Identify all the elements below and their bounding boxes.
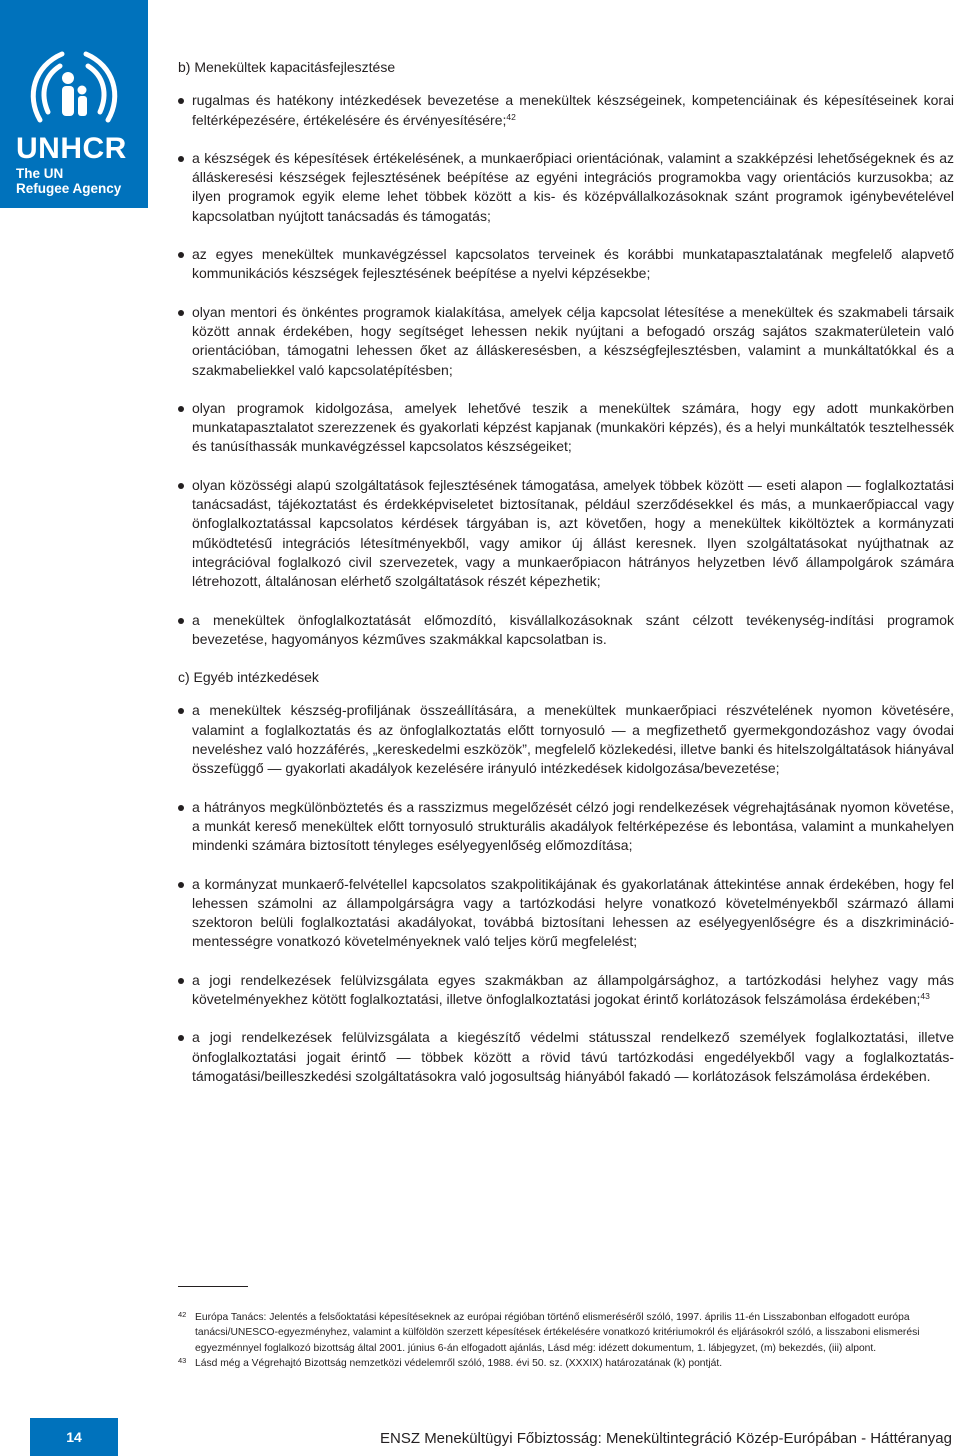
footnote-ref[interactable]: 43 — [920, 990, 930, 1001]
section-c-list — [178, 701, 954, 1086]
footnote — [178, 1310, 954, 1356]
list-item — [178, 303, 954, 380]
logo-tagline-line1: The UN — [16, 166, 64, 181]
list-item — [178, 476, 954, 592]
list-item — [178, 399, 954, 457]
footnote-ref[interactable]: 42 — [506, 111, 516, 122]
running-footer-title: ENSZ Menekültügyi Főbiztosság: Menekültintegráció Közép-Európában - Háttéranyag — [380, 1430, 952, 1447]
list-item-text: rugalmas és hatékony intézkedések bevezetése a menekültek készségeinek, kompetenciáinak és képesítéseinek korai feltérképezésére, értékelésére és érvényesítésére; — [192, 92, 954, 128]
list-item-text: az egyes menekültek munkavégzéssel kapcsolatos terveinek és korábbi munkatapasztalatának megfelelő alapvető kommunikációs készségek fejlesztésének beépítése a nyelvi képzésekbe; — [192, 246, 954, 282]
list-item-text: a jogi rendelkezések felülvizsgálata egyes szakmákban az állampolgársághoz, a tartózkodási helyhez vagy más követelményekhez kötött foglalkoztatási, illetve önfoglalkoztatási jogokat érintő korlátozások felszámolása érdekében; — [192, 971, 954, 1007]
list-item-text: olyan közösségi alapú szolgáltatások fejlesztésének támogatása, amelyek többek között — eseti alapon — foglalkoztatási tanácsadást, tájékoztatást és érdekképviseletet biztosítanak, például szerződésekkel és más, a munkaerőpiaccal vagy önfoglalkoztatással kapcsolatos kérdések tárgyában is, azt követően, hogy a menekültek kiköltöztek a kormányzati működtetésű integrációs létesítményekből, vagy amikor új állást keresnek. Ilyen szolgáltatásokat nyújthatnak az integrációval foglalkozó civil szervezetek, vagy a munkaerőpiacon hátrányos helyzetben lévő állampolgárok számára létrehozott, általánosan elérhető szolgáltatások részét képezhetik; — [192, 476, 954, 590]
section-b-heading: b) Menekültek kapacitásfejlesztése — [178, 59, 396, 75]
list-item-text: a készségek és képesítések értékelésének, a munkaerőpiaci orientációnak, valamint a szakképzési lehetőségeknek és az álláskeresési készségek fejlesztésének beépítése az egyéni integrációs programokba vagy orientációs kurzusokba; az ilyen programok egyik eleme lehet többek között a kis- és középvállalkozásoknak szánt programok igénybevételével kapcsolatban nyújtott tanácsadás és támogatás; — [192, 149, 954, 224]
list-item — [178, 701, 954, 778]
list-item-text: a jogi rendelkezések felülvizsgálata a kiegészítő védelmi státusszal rendelkező személyek foglalkoztatási, illetve önfoglalkoztatási jogait érintő — többek között a rövid távú tartózkodási engedélyekből vagy a foglalkoztatás-támogatási/beilleszkedési szolgáltatásokra való jogosultság hiányából fakadó — korlátozások felszámolása érdekében. — [192, 1029, 954, 1084]
list-item — [178, 1028, 954, 1086]
list-item — [178, 611, 954, 650]
list-item — [178, 245, 954, 284]
footnote-number: 43 — [178, 1355, 187, 1365]
footnote-number: 42 — [178, 1310, 187, 1319]
footnote-divider — [178, 1286, 248, 1287]
section-c-heading: c) Egyéb intézkedések — [178, 669, 319, 686]
list-item — [178, 798, 954, 856]
logo-org-name: UNHCR — [16, 132, 127, 165]
logo-tagline — [16, 166, 121, 196]
list-item-text: olyan programok kidolgozása, amelyek lehetővé teszik a menekültek számára, hogy egy adott munkakörben munkatapasztalatot szerezzenek és gyakorlati képzést kapjanak (munkaköri képzés), és a helyi munkáltatók tesztelhessék és tanúsíthassák munkavégzéssel kapcsolatos készségeiket; — [192, 399, 954, 455]
footnote-text: Lásd még a Végrehajtó Bizottság nemzetközi védelemről szóló, 1988. évi 50. sz. (XXXIX) határozatának (k) pontját. — [195, 1357, 723, 1369]
unhcr-emblem-icon — [22, 48, 126, 130]
footnote-text: Európa Tanács: Jelentés a felsőoktatási képesítéseknek az európai régióban történő elismeréséről szóló, 1997. április 11-én Lisszabonban elfogadott európa tanácsi/UNESCO-egyezményhez, valamint a külföldön szerzett képesítések értékelésére vonatkozó kritériumokról és eljárásokról szóló, a lisszaboni elismerési egyezménnyel foglalkozó bizottság által 2001. június 6-án elfogadott ajánlás, Lásd még: idézett dokumentum, 1. lábjegyzet, (m) bekezdés, (iii) alpont. — [195, 1312, 920, 1354]
footnotes — [178, 1310, 954, 1371]
list-item — [178, 91, 954, 130]
list-item-text: a menekültek készség-profiljának összeállítására, a menekültek munkaerőpiaci részvételének nyomon követésére, valamint a foglalkoztatás és az önfoglalkoztatás előtt tornyosuló — a megfizethető gyermekgondozáshoz vagy óvodai neveléshez való hozzáférés, „kereskedelmi eszközök”, megfelelő közlekedési, illetve banki és hitelszolgáltatások hiányával összefüggő — gyakorlati akadályok kezelésére irányuló intézkedések kidolgozása/bevezetése; — [192, 702, 954, 777]
list-item-text: olyan mentori és önkéntes programok kialakítása, amelyek célja kapcsolat létesítése a menekültek és szakmabeli társaik között annak érdekében, hogy segítséget lehessen nekik nyújtani a befogadó ország sajátos szakmaterületein való orientációban, támogatni lehessen őket az álláskeresésben, a készségfejlesztésben, valamint a munkáltatókkal és a szakmabeliekkel való kapcsolatépítésben; — [192, 303, 954, 378]
unhcr-logo — [0, 0, 148, 208]
list-item-text: a hátrányos megkülönböztetés és a rasszizmus megelőzését célzó jogi rendelkezések végrehajtásának nyomon követése, a munkát kereső menekültek előtt tornyosuló strukturális akadályok feltérképezése és lebontása, valamint a munkahelyen mindenki számára biztosított tényleges esélyegyenlőség előmozdítása; — [192, 798, 954, 854]
main-content — [178, 58, 954, 1105]
footnote — [178, 1356, 954, 1371]
list-item — [178, 875, 954, 952]
list-item — [178, 971, 954, 1010]
page-number: 14 — [30, 1418, 118, 1456]
list-item — [178, 149, 954, 226]
section-b-list — [178, 91, 954, 649]
list-item-text: a menekültek önfoglalkoztatását előmozdító, kisvállalkozásoknak szánt célzott tevékenység-indítási programok bevezetése, hagyományos kézműves szakmákkal kapcsolatban is. — [192, 611, 954, 647]
logo-tagline-line2: Refugee Agency — [16, 181, 122, 196]
list-item-text: a kormányzat munkaerő-felvétellel kapcsolatos szakpolitikájának és gyakorlatának áttekintése annak érdekében, hogy fel lehessen számolni az állampolgárságra vagy a tartózkodási helyre vonatkozó követelményekből származó állami szektoron belüli foglalkoztatási akadályokat, továbbá biztosítani lehessen az esélyegyenlőségre és a diszkrimináció-mentességre vonatkozó követelményeknek való teljes körű megfelelést; — [192, 875, 954, 950]
